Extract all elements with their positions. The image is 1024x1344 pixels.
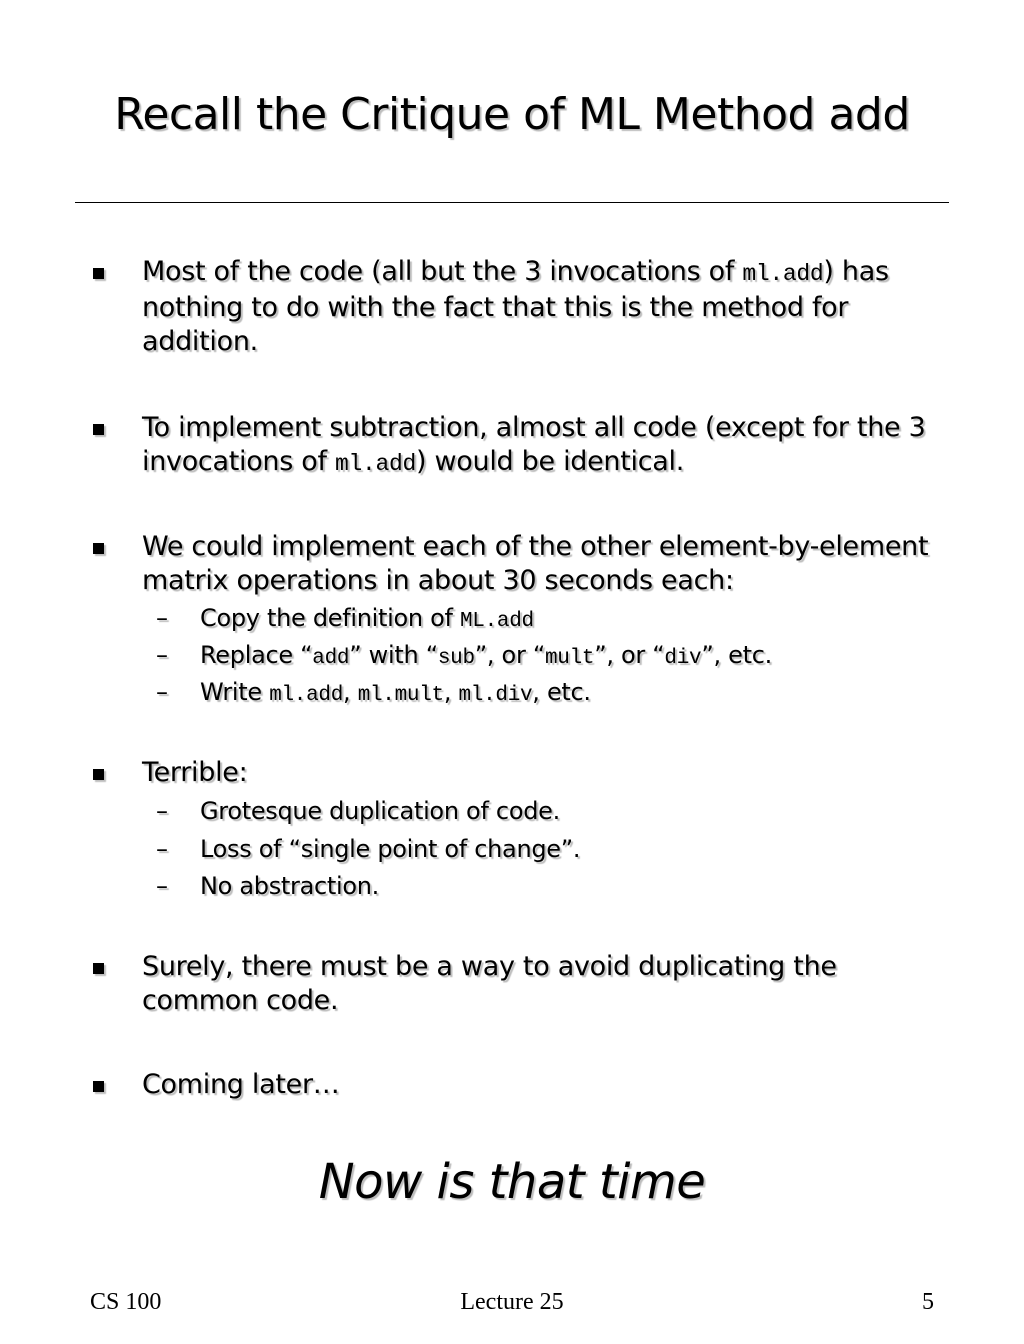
code-snippet: ml.add <box>742 261 824 287</box>
bullet-item <box>142 530 932 598</box>
sub-bullet-text: ”, or “ <box>594 641 665 669</box>
bullet-text: Terrible: <box>142 757 248 788</box>
dash-marker: – <box>156 678 168 706</box>
sub-bullet-text: Copy the definition of <box>200 604 460 632</box>
footer-page-number: 5 <box>922 1289 934 1315</box>
sub-bullet-item <box>156 871 940 901</box>
code-snippet: ml.add <box>334 451 416 477</box>
sub-bullet-text: No abstraction. <box>200 872 379 900</box>
square-bullet-icon <box>93 1081 104 1092</box>
title-divider <box>75 202 949 203</box>
bullet-text: Most of the code (all but the 3 invocations of <box>142 256 743 287</box>
sub-bullet-item <box>156 677 940 711</box>
sub-bullet-text: Grotesque duplication of code. <box>200 797 560 825</box>
code-snippet: sub <box>437 647 475 670</box>
code-snippet: div <box>664 647 702 670</box>
sub-bullet-text: , <box>443 678 459 706</box>
bullet-text: Surely, there must be a way to avoid duplicating the common code. <box>142 951 837 1016</box>
sub-bullet-text: Replace “ <box>200 641 313 669</box>
bullet-text: ) has nothing to do with the fact that this is the method for addition. <box>142 256 889 357</box>
bullet-item <box>142 950 932 1018</box>
dash-marker: – <box>156 835 168 863</box>
code-snippet: ML.add <box>459 610 534 633</box>
square-bullet-icon <box>93 543 104 554</box>
square-bullet-icon <box>93 963 104 974</box>
square-bullet-icon <box>93 424 104 435</box>
bullet-text: To implement subtraction, almost all code (except for the 3 invocations of <box>142 412 926 477</box>
sub-bullet-text: ” with “ <box>349 641 438 669</box>
square-bullet-icon <box>93 268 104 279</box>
bullet-item <box>142 411 932 481</box>
bullet-item <box>142 1068 932 1102</box>
code-snippet: add <box>312 647 350 670</box>
sub-bullet-item <box>156 603 940 637</box>
bullet-text: ) would be identical. <box>416 446 685 477</box>
code-snippet: ml.add <box>269 684 344 707</box>
code-snippet: mult <box>544 647 595 670</box>
sub-bullet-text: Loss of “single point of change”. <box>200 835 581 863</box>
square-bullet-icon <box>93 769 104 780</box>
dash-marker: – <box>156 641 168 669</box>
bullet-text: Coming later… <box>142 1069 340 1100</box>
sub-bullet-item <box>156 796 940 826</box>
bullet-item <box>142 756 932 790</box>
footer-course: CS 100 <box>90 1289 162 1315</box>
dash-marker: – <box>156 797 168 825</box>
sub-bullet-text: ”, or “ <box>474 641 545 669</box>
bullet-text: We could implement each of the other element-by-element matrix operations in about 30 seconds each: <box>142 531 929 596</box>
sub-bullet-text: Write <box>200 678 270 706</box>
dash-marker: – <box>156 872 168 900</box>
sub-bullet-text: , <box>343 678 358 706</box>
sub-bullet-text: ”, etc. <box>701 641 772 669</box>
sub-bullet-item <box>156 640 940 674</box>
code-snippet: ml.mult <box>357 684 444 707</box>
slide-title: Recall the Critique of ML Method add <box>114 89 910 140</box>
conclusion-text: Now is that time <box>318 1154 706 1210</box>
dash-marker: – <box>156 604 168 632</box>
sub-bullet-item <box>156 834 940 864</box>
footer-lecture: Lecture 25 <box>460 1289 564 1315</box>
sub-bullet-text: , etc. <box>532 678 591 706</box>
code-snippet: ml.div <box>458 684 533 707</box>
bullet-item <box>142 255 932 359</box>
